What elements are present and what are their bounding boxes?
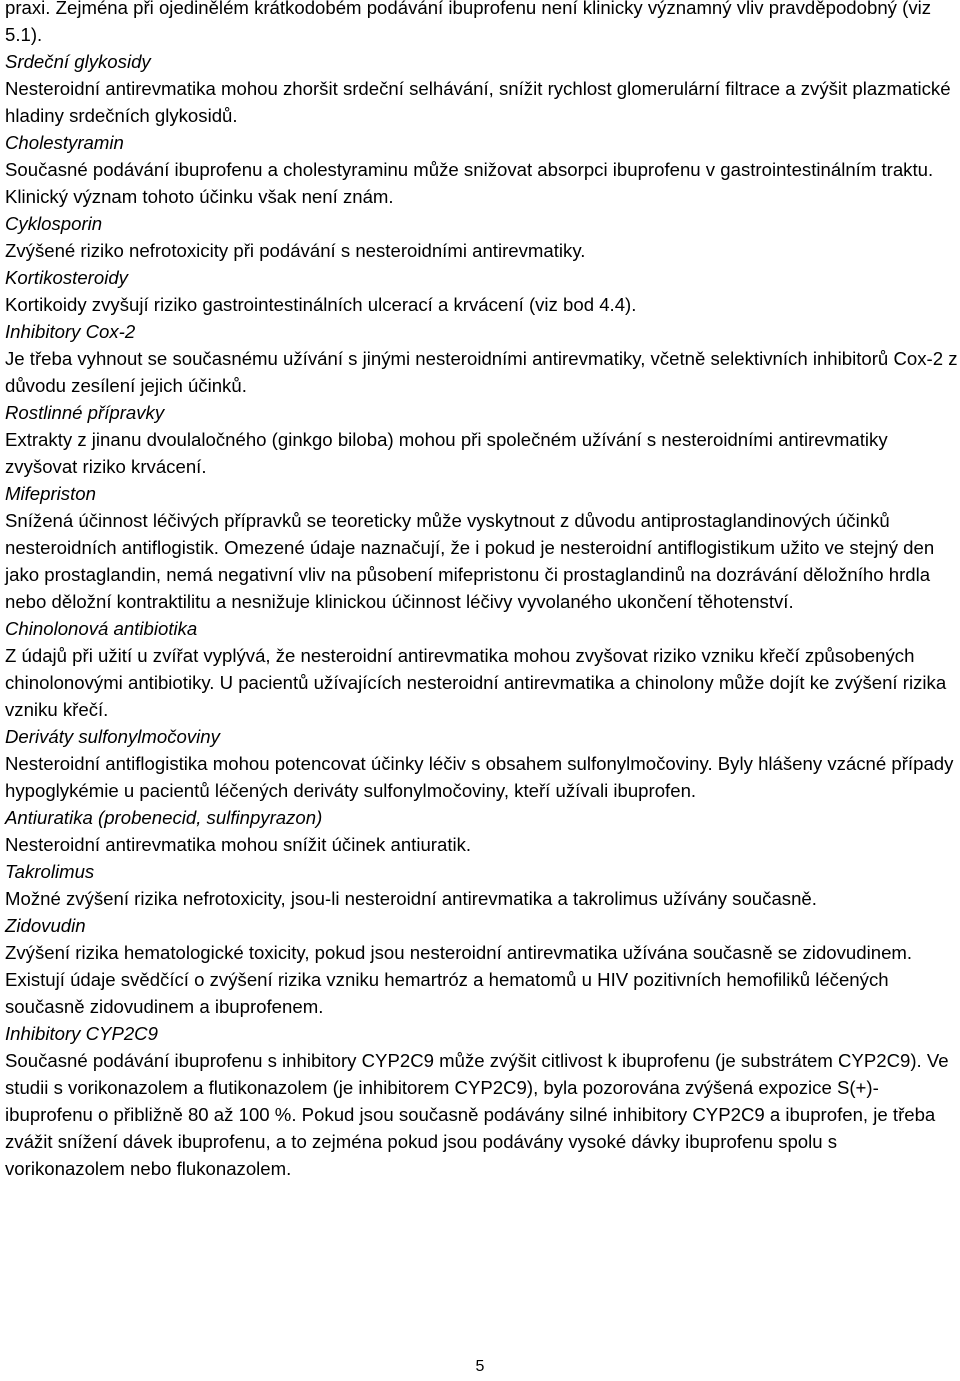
intro-paragraph: praxi. Zejména při ojedinělém krátkodobém podávání ibuprofenu není klinicky významný vliv pravděpodobný (viz 5.1). [5,0,932,45]
section-heading-takrolimus: Takrolimus [5,861,95,882]
section-text-rostlinne-pripravky: Extrakty z jinanu dvoulaločného (ginkgo biloba) mohou při společném užívání s nesteroidními antirevmatiky zvyšovat riziko krvácení. [5,429,888,477]
section-heading-inhibitory-cox2: Inhibitory Cox-2 [5,321,136,342]
section-text-antiuratika: Nesteroidní antirevmatika mohou snížit účinek antiuratik. [5,834,472,855]
page-number: 5 [475,1358,485,1375]
section-text-inhibitory-cyp2c9: Současné podávání ibuprofenu s inhibitory CYP2C9 může zvýšit citlivost k ibuprofenu (je substrátem CYP2C9). Ve studii s vorikonazolem a flutikonazolem (je inhibitorem CYP2C9), byla pozorována zvýšená expozice S(+)-ibuprofenu o přibližně 80 až 100 %. Pokud jsou současně podávány silné inhibitory CYP2C9 a ibuprofen, je třeba zvážit snížení dávek ibuprofenu, a to zejména pokud jsou podávány vysoké dávky ibuprofenu spolu s vorikonazolem nebo flukonazolem. [5,1050,949,1179]
section-text-zidovudin: Zvýšení rizika hematologické toxicity, pokud jsou nesteroidní antirevmatika užívána současně se zidovudinem. Existují údaje svědčící o zvýšení rizika vzniku hemartróz a hematomů u HIV pozitivních hemofiliků léčených současně zidovudinem a ibuprofenem. [5,942,913,1017]
section-heading-kortikosteroidy: Kortikosteroidy [5,267,128,288]
section-heading-rostlinne-pripravky: Rostlinné přípravky [5,402,165,423]
section-heading-antiuratika: Antiuratika (probenecid, sulfinpyrazon) [5,807,323,828]
section-heading-inhibitory-cyp2c9: Inhibitory CYP2C9 [5,1023,158,1044]
section-text-takrolimus: Možné zvýšení rizika nefrotoxicity, jsou-li nesteroidní antirevmatika a takrolimus užívány současně. [5,888,817,909]
section-text-cyklosporin: Zvýšené riziko nefrotoxicity při podávání s nesteroidními antirevmatiky. [5,240,586,261]
section-heading-chinolonova-antibiotika: Chinolonová antibiotika [5,618,198,639]
section-text-chinolonova-antibiotika: Z údajů při užití u zvířat vyplývá, že nesteroidní antirevmatika mohou zvyšovat riziko vzniku křečí způsobených chinolonovými antibiotiky. U pacientů užívajících nesteroidní antirevmatika a chinolony může dojít ke zvýšení rizika vzniku křečí. [5,645,947,720]
section-heading-mifepriston: Mifepriston [5,483,96,504]
section-heading-srdecni-glykosidy: Srdeční glykosidy [5,51,151,72]
section-text-kortikosteroidy: Kortikoidy zvyšují riziko gastrointestinálních ulcerací a krvácení (viz bod 4.4). [5,294,637,315]
section-heading-derivaty-sulfonylmocoviny: Deriváty sulfonylmočoviny [5,726,220,747]
section-text-srdecni-glykosidy: Nesteroidní antirevmatika mohou zhoršit srdeční selhávání, snížit rychlost glomerulární filtrace a zvýšit plazmatické hladiny srdečních glykosidů. [5,78,951,126]
section-text-cholestyramin: Současné podávání ibuprofenu a cholestyraminu může snižovat absorpci ibuprofenu v gastrointestinálním traktu. Klinický význam tohoto účinku však není znám. [5,159,934,207]
section-heading-cholestyramin: Cholestyramin [5,132,124,153]
section-heading-zidovudin: Zidovudin [5,915,86,936]
section-text-mifepriston: Snížená účinnost léčivých přípravků se teoreticky může vyskytnout z důvodu antiprostaglandinových účinků nesteroidních antiflogistik. Omezené údaje naznačují, že i pokud je nesteroidní antiflogistikum užito ve stejný den jako prostaglandin, nemá negativní vliv na působení mifepristonu či prostaglandinů na dozrávání děložního hrdla nebo děložní kontraktilitu a nesnižuje klinickou účinnost léčivy vyvolaného ukončení těhotenství. [5,510,935,612]
section-heading-cyklosporin: Cyklosporin [5,213,103,234]
document-body [5,0,960,1182]
section-text-derivaty-sulfonylmocoviny: Nesteroidní antiflogistika mohou potencovat účinky léčiv s obsahem sulfonylmočoviny. Byly hlášeny vzácné případy hypoglykémie u pacientů léčených deriváty sulfonylmočoviny, kteří užívali ibuprofen. [5,753,954,801]
section-text-inhibitory-cox2: Je třeba vyhnout se současnému užívání s jinými nesteroidními antirevmatiky, včetně selektivních inhibitorů Cox-2 z důvodu zesílení jejich účinků. [5,348,958,396]
